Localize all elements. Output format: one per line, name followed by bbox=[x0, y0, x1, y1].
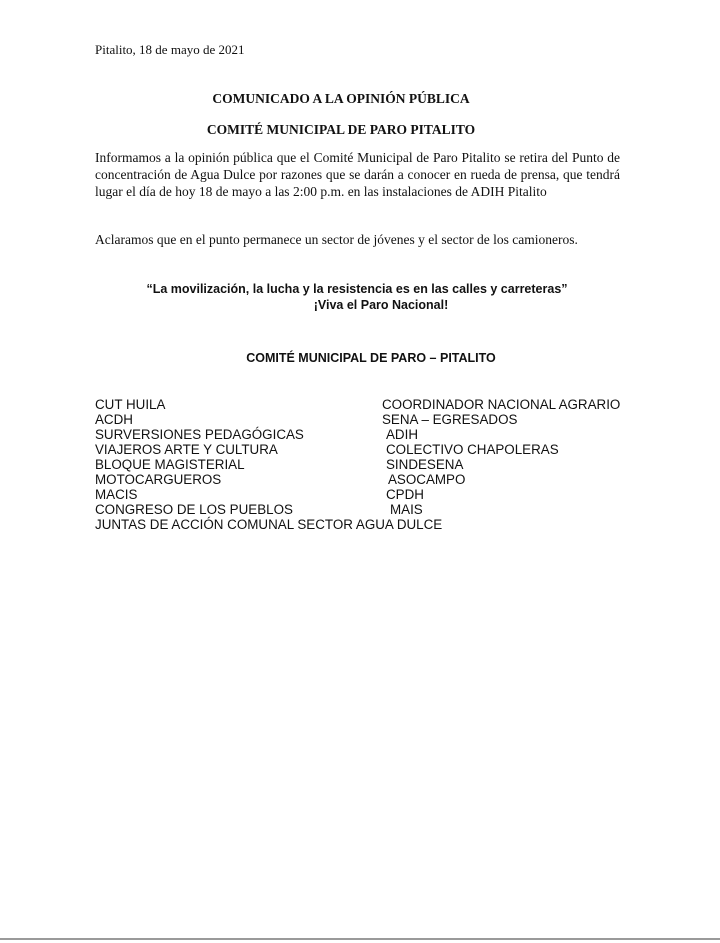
org-right-item: SENA – EGRESADOS bbox=[382, 412, 518, 427]
org-right-item: ADIH bbox=[386, 427, 418, 442]
org-right-item: CPDH bbox=[386, 487, 424, 502]
org-left-item: VIAJEROS ARTE Y CULTURA bbox=[95, 442, 278, 457]
org-left-item: BLOQUE MAGISTERIAL bbox=[95, 457, 245, 472]
org-left-item: CONGRESO DE LOS PUEBLOS bbox=[95, 502, 293, 517]
org-left-item: CUT HUILA bbox=[95, 397, 166, 412]
org-left-item: ACDH bbox=[95, 412, 133, 427]
document-title: COMUNICADO A LA OPINIÓN PÚBLICA bbox=[212, 91, 470, 106]
org-left-item: SURVERSIONES PEDAGÓGICAS bbox=[95, 427, 304, 442]
org-right-item: COLECTIVO CHAPOLERAS bbox=[386, 442, 559, 457]
document-subtitle: COMITÉ MUNICIPAL DE PARO PITALITO bbox=[206, 122, 476, 137]
org-right-item: SINDESENA bbox=[386, 457, 464, 472]
quote-line: “La movilización, la lucha y la resistencia es en las calles y carreteras” bbox=[146, 282, 568, 296]
org-right-item: COORDINADOR NACIONAL AGRARIO bbox=[382, 397, 621, 412]
signature-heading: COMITÉ MUNICIPAL DE PARO – PITALITO bbox=[246, 351, 496, 365]
slogan-line: ¡Viva el Paro Nacional! bbox=[313, 298, 449, 312]
org-right-item: MAIS bbox=[390, 502, 423, 517]
announcement-paragraph: Informamos a la opinión pública que el Comité Municipal de Paro Pitalito se retira del Punto de concentración de Agua Dulce por razones que se darán a conocer en rueda de prensa, que tendrá lugar el día de hoy 18 de mayo a las 2:00 p.m. en las instalaciones de ADIH Pitalito bbox=[95, 150, 620, 199]
org-left-item: MOTOCARGUEROS bbox=[95, 472, 222, 487]
bottom-edge-divider bbox=[0, 938, 720, 940]
org-left-item: JUNTAS DE ACCIÓN COMUNAL SECTOR AGUA DULCE bbox=[95, 517, 443, 532]
org-left-item: MACIS bbox=[95, 487, 138, 502]
clarification-paragraph: Aclaramos que en el punto permanece un sector de jóvenes y el sector de los camioneros. bbox=[95, 232, 578, 247]
org-right-item: ASOCAMPO bbox=[388, 472, 466, 487]
date-line: Pitalito, 18 de mayo de 2021 bbox=[95, 42, 245, 57]
